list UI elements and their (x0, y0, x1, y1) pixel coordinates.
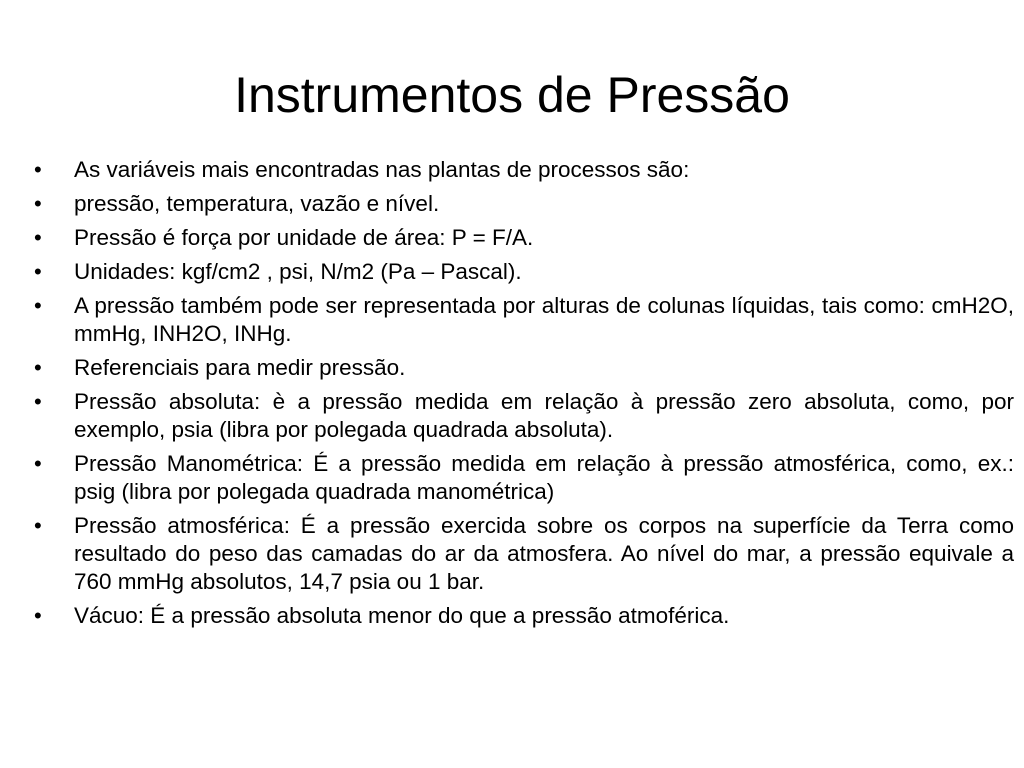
list-item (34, 292, 1014, 348)
bullet-text: pressão, temperatura, vazão e nível. (74, 191, 440, 216)
bullet-text: Pressão absoluta: è a pressão medida em relação à pressão zero absoluta, como, por exemplo, psia (libra por polegada quadrada absoluta). (74, 389, 1014, 442)
bullet-icon: • (34, 259, 42, 284)
bullet-text: Pressão Manométrica: É a pressão medida em relação à pressão atmosférica, como, ex.: psig (libra por polegada quadrada manométrica) (74, 451, 1014, 504)
bullet-icon: • (34, 225, 42, 250)
list-item (34, 602, 1014, 630)
list-item (34, 450, 1014, 506)
list-item (34, 388, 1014, 444)
bullet-icon: • (34, 355, 42, 380)
bullet-icon: • (34, 389, 42, 414)
bullet-text: Vácuo: É a pressão absoluta menor do que a pressão atmoférica. (74, 603, 730, 628)
bullet-icon: • (34, 451, 42, 476)
bullet-icon: • (34, 513, 42, 538)
bullet-text: Unidades: kgf/cm2 , psi, N/m2 (Pa – Pascal). (74, 259, 522, 284)
bullet-icon: • (34, 191, 42, 216)
bullet-text: Pressão atmosférica: É a pressão exercida sobre os corpos na superfície da Terra como resultado do peso das camadas do ar da atmosfera. Ao nível do mar, a pressão equivale a 760 mmHg absolutos, 14,7 psia ou 1 bar. (74, 513, 1014, 594)
bullet-text: Pressão é força por unidade de área: P = F/A. (74, 225, 534, 250)
list-item (34, 512, 1014, 596)
bullet-list (34, 156, 1014, 636)
bullet-icon: • (34, 603, 42, 628)
list-item (34, 258, 1014, 286)
list-item (34, 156, 1014, 184)
list-item (34, 224, 1014, 252)
bullet-icon: • (34, 157, 42, 182)
bullet-text: As variáveis mais encontradas nas plantas de processos são: (74, 157, 690, 182)
list-item (34, 354, 1014, 382)
bullet-icon: • (34, 293, 42, 318)
slide-title: Instrumentos de Pressão (234, 67, 790, 123)
bullet-text: Referenciais para medir pressão. (74, 355, 406, 380)
list-item (34, 190, 1014, 218)
bullet-text: A pressão também pode ser representada por alturas de colunas líquidas, tais como: cmH2O, mmHg, INH2O, INHg. (74, 293, 1014, 346)
